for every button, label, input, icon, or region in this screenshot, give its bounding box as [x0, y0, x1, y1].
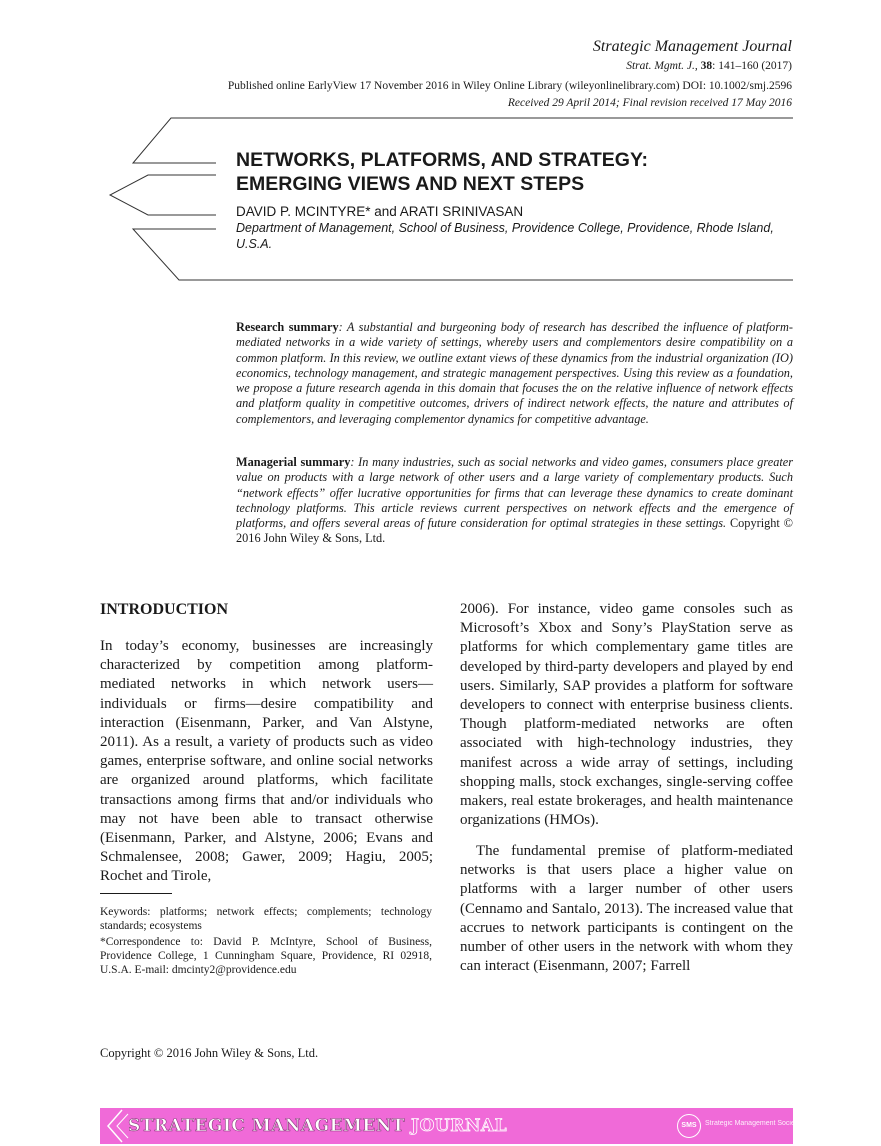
managerial-summary-label: Managerial summary [236, 455, 351, 469]
banner-journal: JOURNAL [411, 1116, 508, 1136]
intro-heading: INTRODUCTION [100, 601, 229, 618]
article-title [236, 148, 796, 196]
keywords-footnote: Keywords: platforms; network effects; complements; technology standards; ecosystems [100, 906, 432, 932]
research-summary-text: : A substantial and burgeoning body of research has described the influence of platform-mediated networks in a wide variety of settings, whereby users and complementors desire compatibility on a common platform. In this review, we outline extant views of these dynamics from the industrial organization (IO) economics, technology management, and strategic management perspectives. Using this review as a foundation, we propose a future research agenda in this domain that focuses the on the relative influence of network effects and platform quality in competitive outcomes, drivers of indirect network effects, the nature and attributes of complementors, and leveraging complementor dynamics for competitive advantage. [236, 320, 793, 426]
footnote-rule [100, 893, 172, 894]
banner-chevron-icon [100, 1108, 130, 1144]
research-summary [236, 320, 793, 427]
citation-pages: : 141–160 (2017) [712, 60, 792, 72]
managerial-summary-text: : In many industries, such as social networks and video games, consumers place greater value on products with a large network of other users and a large variety of complementary products. Such “network effects” offer lucrative opportunities for firms that can leverage these dynamics to create dominant technology platforms. This article reviews current perspectives on network effects and the emergence of platforms, and offers several areas of future consideration for optimal strategies in these settings. [236, 455, 794, 531]
title-line-2: EMERGING VIEWS AND NEXT STEPS [236, 173, 585, 195]
journal-name: Strategic Management Journal [592, 38, 792, 55]
sms-logo-icon: SMS [677, 1114, 701, 1138]
society-name: Strategic Management Society [705, 1120, 801, 1127]
affiliation: Department of Management, School of Business, Providence College, Providence, Rhode Island, U.S.A. [236, 221, 774, 251]
right-column-paragraph-1: 2006). For instance, video game consoles such as Microsoft’s Xbox and Sony’s PlayStation serve as platforms for which complementary game titles are developed by third-party developers and played by end users. Similarly, SAP provides a platform for software developers to connect with enterprise business clients. Though platform-mediated networks are often associated with high-technology industries, they manifest across a wide array of settings, including shopping malls, stock exchanges, single-serving coffee makers, real estate brokerages, and health maintenance organizations (HMOs). [460, 601, 793, 829]
published-line: Published online EarlyView 17 November 2016 in Wiley Online Library (wileyonlinelibrary.com) DOI: 10.1002/smj.2596 [227, 80, 792, 92]
right-column-paragraph-2: The fundamental premise of platform-mediated networks is that users place a higher value on platforms with a larger number of other users (Cennamo and Santalo, 2013). The increased value that accrues to network participants is contingent on the number of other users in the network with whom they can interact (Eisenmann, 2007; Farrell [460, 843, 793, 975]
banner-title [128, 1116, 507, 1136]
managerial-copyright: Copyright © 2016 John Wiley & Sons, Ltd. [236, 516, 793, 546]
research-summary-label: Research summary [236, 320, 339, 334]
received-line: Received 29 April 2014; Final revision received 17 May 2016 [507, 97, 792, 109]
left-column-paragraph: In today’s economy, businesses are increasingly characterized by competition among platform-mediated networks in which network users—individuals or firms—desire compatibility and interaction (Eisenmann, Parker, and Van Alstyne, 2011). As a result, a variety of products such as video games, enterprise software, and online social networks are organized around platforms, which facilitate transactions among firms that and/or individuals who may not have been able to transact otherwise (Eisenmann, Parker, and Alstyne, 2006; Evans and Schmalensee, 2008; Gawer, 2009; Hagiu, 2005; Rochet and Tirole, [100, 638, 433, 885]
managerial-summary [236, 455, 793, 547]
citation-abbrev: Strat. Mgmt. J., [626, 60, 698, 72]
page-copyright: Copyright © 2016 John Wiley & Sons, Ltd. [100, 1046, 319, 1060]
citation-volume: 38 [700, 60, 713, 72]
correspondence-footnote: *Correspondence to: David P. McIntyre, School of Business, Providence College, 1 Cunningham Square, Providence, RI 02918, U.S.A. E-mail: dmcinty2@providence.edu [100, 936, 432, 976]
banner-strategic-management: STRATEGIC MANAGEMENT [128, 1116, 406, 1136]
title-line-1: NETWORKS, PLATFORMS, AND STRATEGY: [236, 149, 649, 171]
authors: DAVID P. MCINTYRE* and ARATI SRINIVASAN [236, 204, 524, 219]
